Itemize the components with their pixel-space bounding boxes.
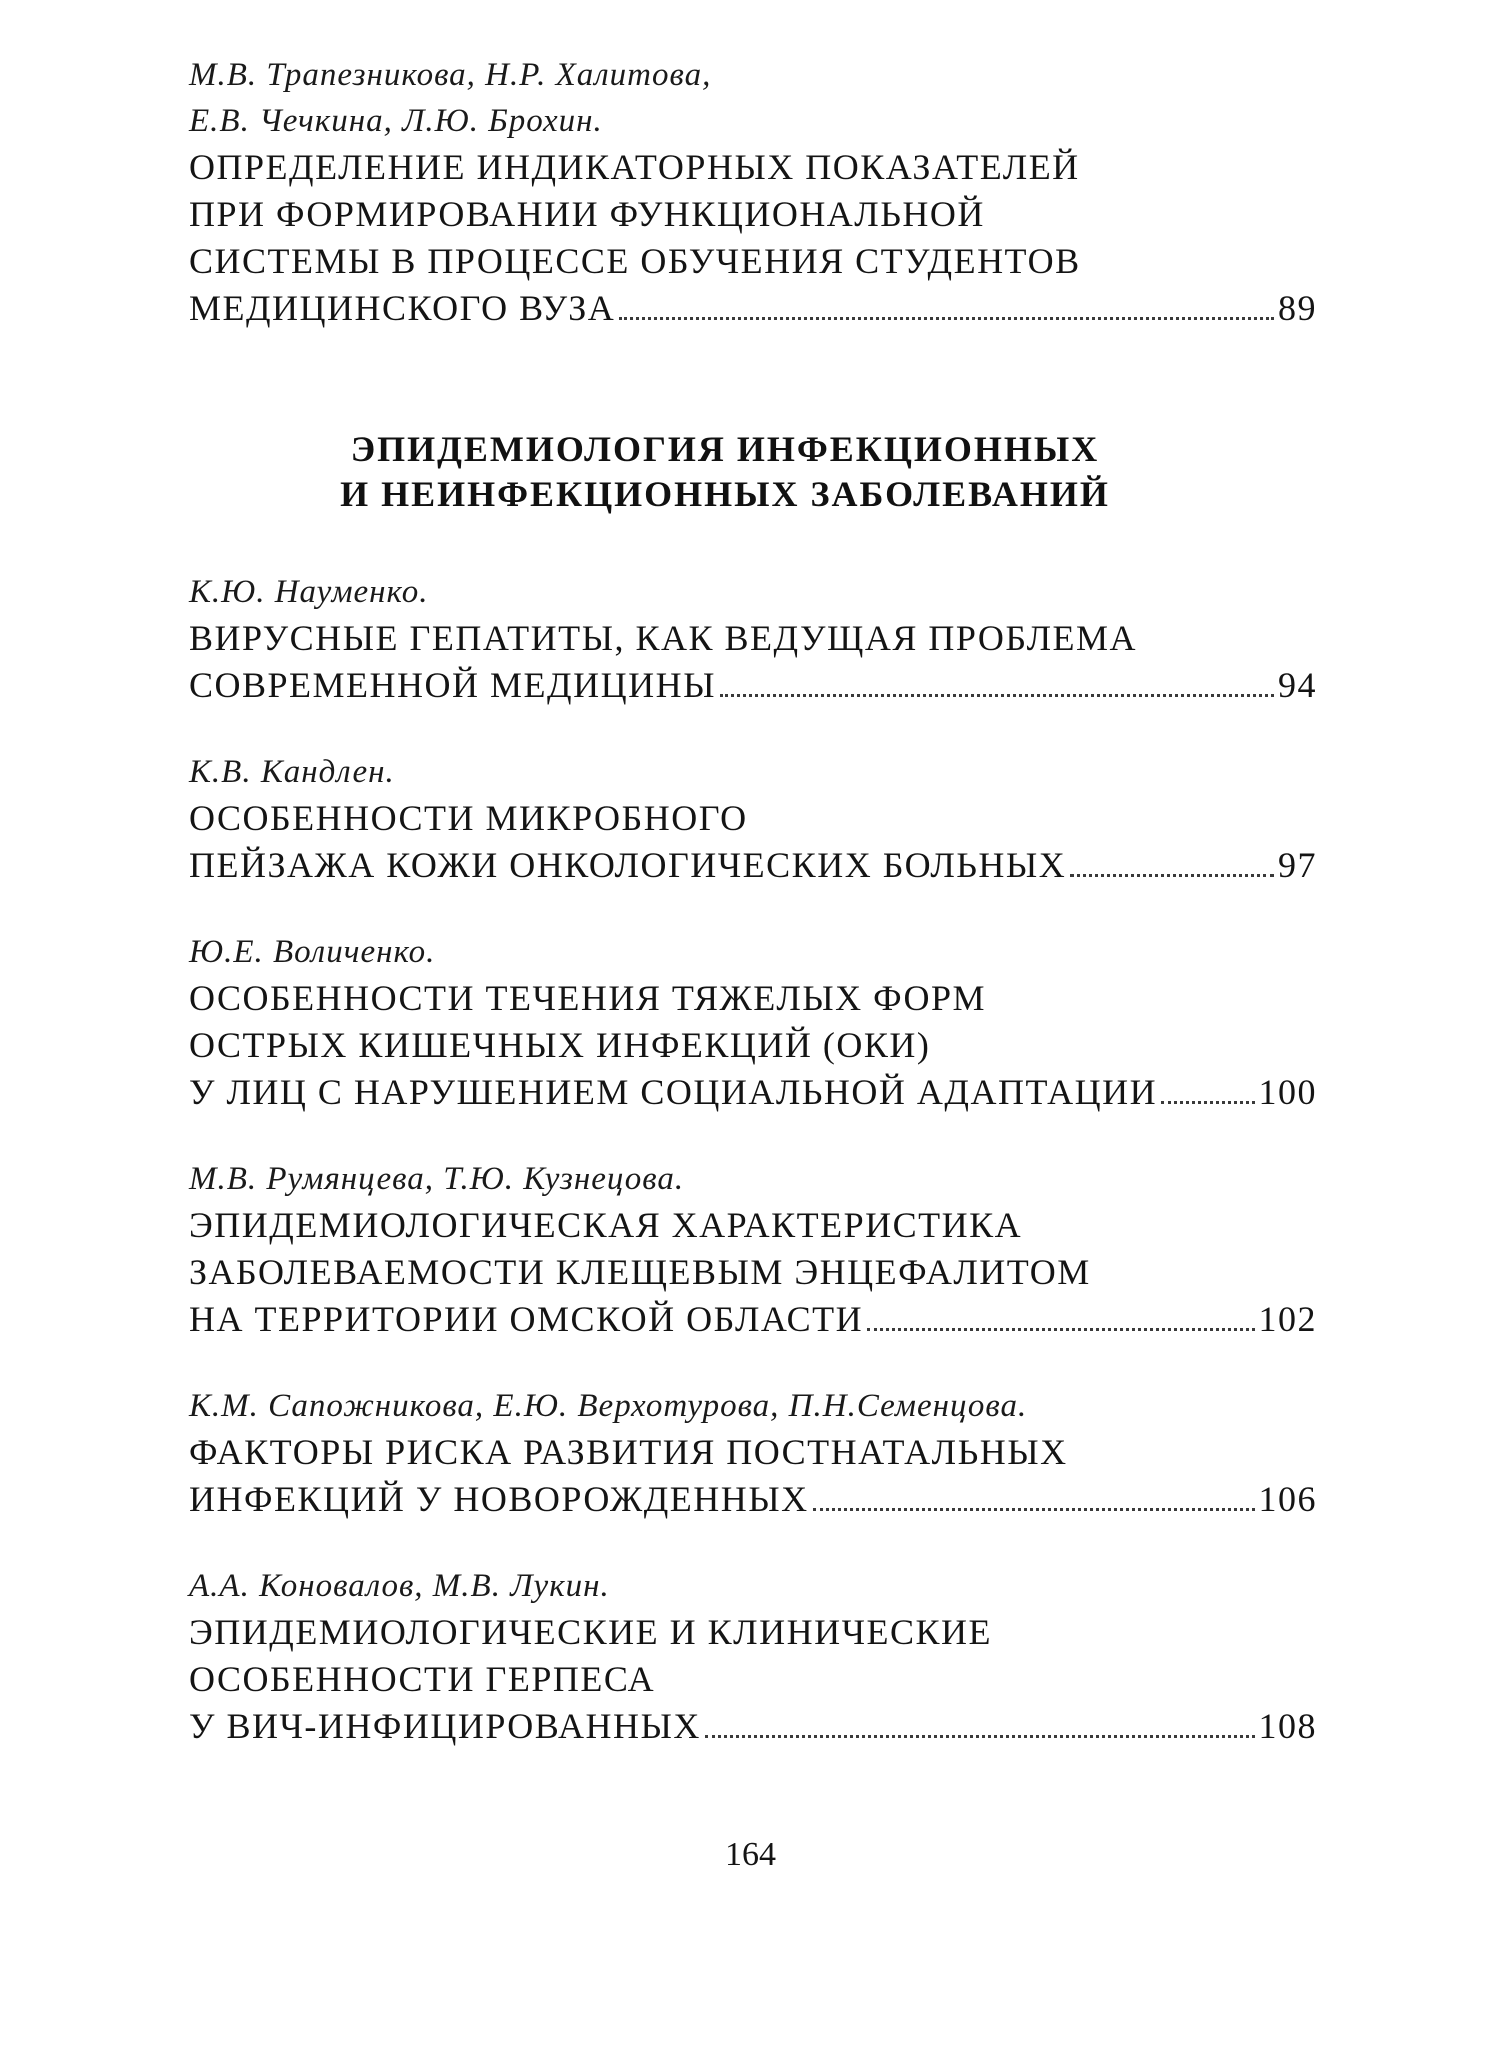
entry-gap [189,1343,1317,1383]
entry-authors: М.В. Трапезникова, Н.Р. Халитова, [189,57,712,93]
entry-title-line: ЭПИДЕМИОЛОГИЧЕСКАЯ ХАРАКТЕРИСТИКА [189,1205,1023,1245]
entry-title-line: ОСОБЕННОСТИ ГЕРПЕСА [189,1659,656,1699]
entry-page-number: 102 [1258,1299,1317,1339]
entry-title-last-line [189,285,1317,332]
entry-page-number: 97 [1278,845,1317,885]
entry-gap [189,1523,1317,1563]
toc-page [189,52,1317,1750]
entry-authors: А.А. Коновалов, М.В. Лукин. [189,1568,610,1604]
entry-gap [189,889,1317,929]
entry-page-number: 108 [1258,1706,1317,1746]
entry-title-line: ВИРУСНЫЕ ГЕПАТИТЫ, КАК ВЕДУЩАЯ ПРОБЛЕМА [189,618,1138,658]
entry-authors: К.В. Кандлен. [189,754,395,790]
entry-title-line: ОПРЕДЕЛЕНИЕ ИНДИКАТОРНЫХ ПОКАЗАТЕЛЕЙ [189,147,1080,187]
entry-authors: К.М. Сапожникова, Е.Ю. Верхотурова, П.Н.Семенцова. [189,1388,1028,1424]
entry-title-line: ЗАБОЛЕВАЕМОСТИ КЛЕЩЕВЫМ ЭНЦЕФАЛИТОМ [189,1252,1091,1292]
dot-leader [1070,874,1274,877]
toc-entry [189,569,1317,709]
page-number: 164 [725,1836,776,1873]
entry-authors: К.Ю. Науменко. [189,574,429,610]
entry-title-last-line [189,842,1317,889]
entry-title-line: ОСТРЫХ КИШЕЧНЫХ ИНФЕКЦИЙ (ОКИ) [189,1025,931,1065]
toc-entry [189,52,1317,332]
entry-title-last-line [189,662,1317,709]
entry-title-last-line [189,1703,1317,1750]
entry-title-text: НА ТЕРРИТОРИИ ОМСКОЙ ОБЛАСТИ [189,1299,864,1339]
section-heading-line: И НЕИНФЕКЦИОННЫХ ЗАБОЛЕВАНИЙ [340,474,1110,514]
entry-page-number: 89 [1278,288,1317,328]
entry-page-number: 106 [1258,1479,1317,1519]
toc-entry [189,1563,1317,1750]
entry-title-last-line [189,1476,1317,1523]
entry-title-line: ОСОБЕННОСТИ ТЕЧЕНИЯ ТЯЖЕЛЫХ ФОРМ [189,978,987,1018]
entry-title-text: У ВИЧ-ИНФИЦИРОВАННЫХ [189,1706,701,1746]
dot-leader [720,694,1274,697]
entry-authors: Ю.Е. Воличенко. [189,934,436,970]
section-heading-line: ЭПИДЕМИОЛОГИЯ ИНФЕКЦИОННЫХ [350,429,1100,469]
toc-entry [189,1156,1317,1343]
entry-page-number: 94 [1278,665,1317,705]
dot-leader [705,1735,1255,1738]
toc-entry [189,749,1317,889]
entry-title-line: ФАКТОРЫ РИСКА РАЗВИТИЯ ПОСТНАТАЛЬНЫХ [189,1432,1068,1472]
entry-title-text: ПЕЙЗАЖА КОЖИ ОНКОЛОГИЧЕСКИХ БОЛЬНЫХ [189,845,1067,885]
entry-title-text: МЕДИЦИНСКОГО ВУЗА [189,288,616,328]
dot-leader [619,317,1274,320]
section-heading [161,427,1289,517]
dot-leader [1161,1101,1254,1104]
entry-title-text: СОВРЕМЕННОЙ МЕДИЦИНЫ [189,665,716,705]
entry-title-line: ОСОБЕННОСТИ МИКРОБНОГО [189,798,748,838]
entry-authors: М.В. Румянцева, Т.Ю. Кузнецова. [189,1161,685,1197]
entry-page-number: 100 [1258,1072,1317,1112]
entry-title-last-line [189,1069,1317,1116]
toc-entry [189,1383,1317,1523]
entry-title-line: СИСТЕМЫ В ПРОЦЕССЕ ОБУЧЕНИЯ СТУДЕНТОВ [189,241,1081,281]
entry-title-line: ПРИ ФОРМИРОВАНИИ ФУНКЦИОНАЛЬНОЙ [189,194,985,234]
entry-title-line: ЭПИДЕМИОЛОГИЧЕСКИЕ И КЛИНИЧЕСКИЕ [189,1612,992,1652]
entry-title-text: ИНФЕКЦИЙ У НОВОРОЖДЕННЫХ [189,1479,809,1519]
entry-title-last-line [189,1296,1317,1343]
toc-entry [189,929,1317,1116]
dot-leader [813,1508,1255,1511]
dot-leader [867,1328,1254,1331]
entry-gap [189,709,1317,749]
entry-title-text: У ЛИЦ С НАРУШЕНИЕМ СОЦИАЛЬНОЙ АДАПТАЦИИ [189,1072,1158,1112]
entry-authors: Е.В. Чечкина, Л.Ю. Брохин. [189,103,603,139]
entry-gap [189,1116,1317,1156]
